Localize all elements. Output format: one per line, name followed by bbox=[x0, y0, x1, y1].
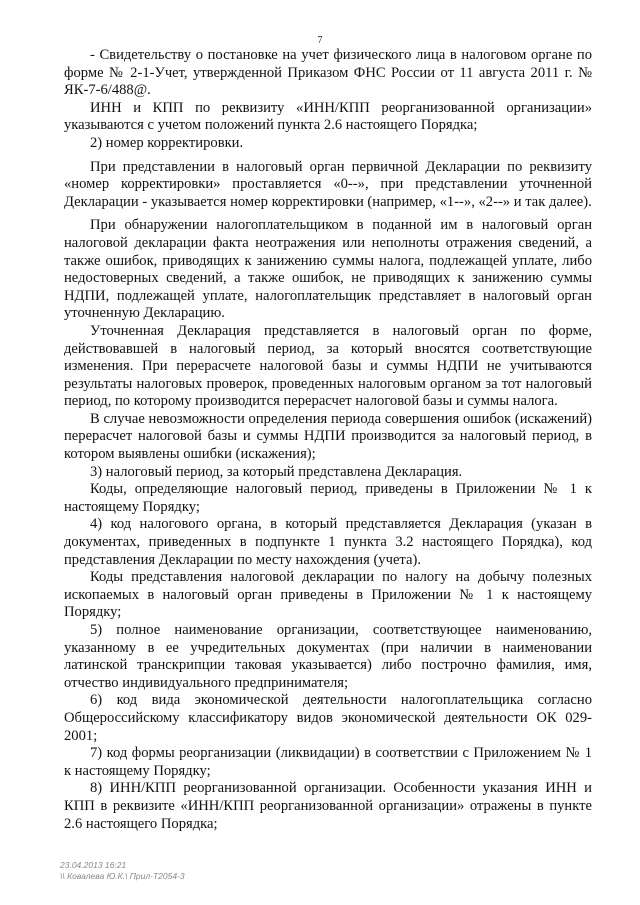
paragraph: 6) код вида экономической деятельности налогоплательщика согласно Общероссийскому классификатору видов экономической деятельности ОК 029-2001; bbox=[64, 692, 592, 744]
paragraph: При представлении в налоговый орган первичной Декларации по реквизиту «номер корректировки» проставляется «0--», при представлении уточненной Декларации - указывается номер корректировки (например, «1--», «2--» и так далее). bbox=[64, 158, 592, 210]
paragraph: Коды представления налоговой декларации по налогу на добычу полезных ископаемых в налоговый орган приведены в Приложении № 1 к настоящему Порядку; bbox=[64, 569, 592, 621]
paragraph: 8) ИНН/КПП реорганизованной организации. Особенности указания ИНН и КПП в реквизите «ИНН/КПП реорганизованной организации» отражены в пункте 2.6 настоящего Порядка; bbox=[64, 780, 592, 832]
paragraph: Коды, определяющие налоговый период, приведены в Приложении № 1 к настоящему Порядку; bbox=[64, 481, 592, 515]
footer-timestamp: 23.04.2013 16:21 bbox=[60, 860, 127, 870]
paragraph: 2) номер корректировки. bbox=[90, 134, 244, 151]
paragraph: 4) код налогового органа, в который представляется Декларация (указан в документах, приведенных в подпункте 1 пункта 3.2 настоящего Порядка), код представления Декларации по месту нахождения (учета). bbox=[64, 516, 592, 568]
paragraph: 7) код формы реорганизации (ликвидации) в соответствии с Приложением № 1 к настоящему Порядку; bbox=[64, 745, 592, 779]
paragraph: В случае невозможности определения периода совершения ошибок (искажений) перерасчет налоговой базы и суммы НДПИ производится за налоговый период, в котором выявлены ошибки (искажения); bbox=[64, 410, 592, 463]
paragraph: При обнаружении налогоплательщиком в поданной им в налоговый орган налоговой декларации факта неотражения или неполноты отражения сведений, а также ошибок, приводящих к занижению суммы налога, подлежащей уплате, либо недостоверных сведений, а также ошибок, не приводящих к занижению суммы НДПИ, подлежащей уплате, налогоплательщик представляет в налоговый орган уточненную Декларацию. bbox=[64, 217, 592, 322]
paragraph: ИНН и КПП по реквизиту «ИНН/КПП реорганизованной организации» указываются с учетом положений пункта 2.6 настоящего Порядка; bbox=[64, 99, 592, 134]
paragraph: Уточненная Декларация представляется в налоговый орган по форме, действовавшей в налоговый период, за который вносятся соответствующие изменения. При перерасчете налоговой базы и суммы НДПИ не учитываются результаты налоговых проверок, проведенных налоговым органом за тот налоговый период, по которому производится перерасчет налоговой базы и суммы налога. bbox=[64, 322, 592, 410]
page-number: 7 bbox=[317, 35, 323, 46]
paragraph: 5) полное наименование организации, соответствующее наименованию, указанному в ее учредительных документах (при наличии в наименовании латинской транскрипции таковая указывается) либо построчно фамилия, имя, отчество индивидуального предпринимателя; bbox=[64, 622, 592, 691]
document-footer bbox=[60, 860, 185, 882]
document-body bbox=[64, 47, 592, 833]
paragraph: - Свидетельству о постановке на учет физического лица в налоговом органе по форме № 2-1-Учет, утвержденной Приказом ФНС России от 11 августа 2011 г. № ЯК-7-6/488@. bbox=[64, 47, 592, 99]
footer-file-path: \\ Ковалева Ю.К.\ Прил-Т2054-3 bbox=[60, 871, 185, 881]
paragraph: 3) налоговый период, за который представлена Декларация. bbox=[90, 463, 463, 480]
